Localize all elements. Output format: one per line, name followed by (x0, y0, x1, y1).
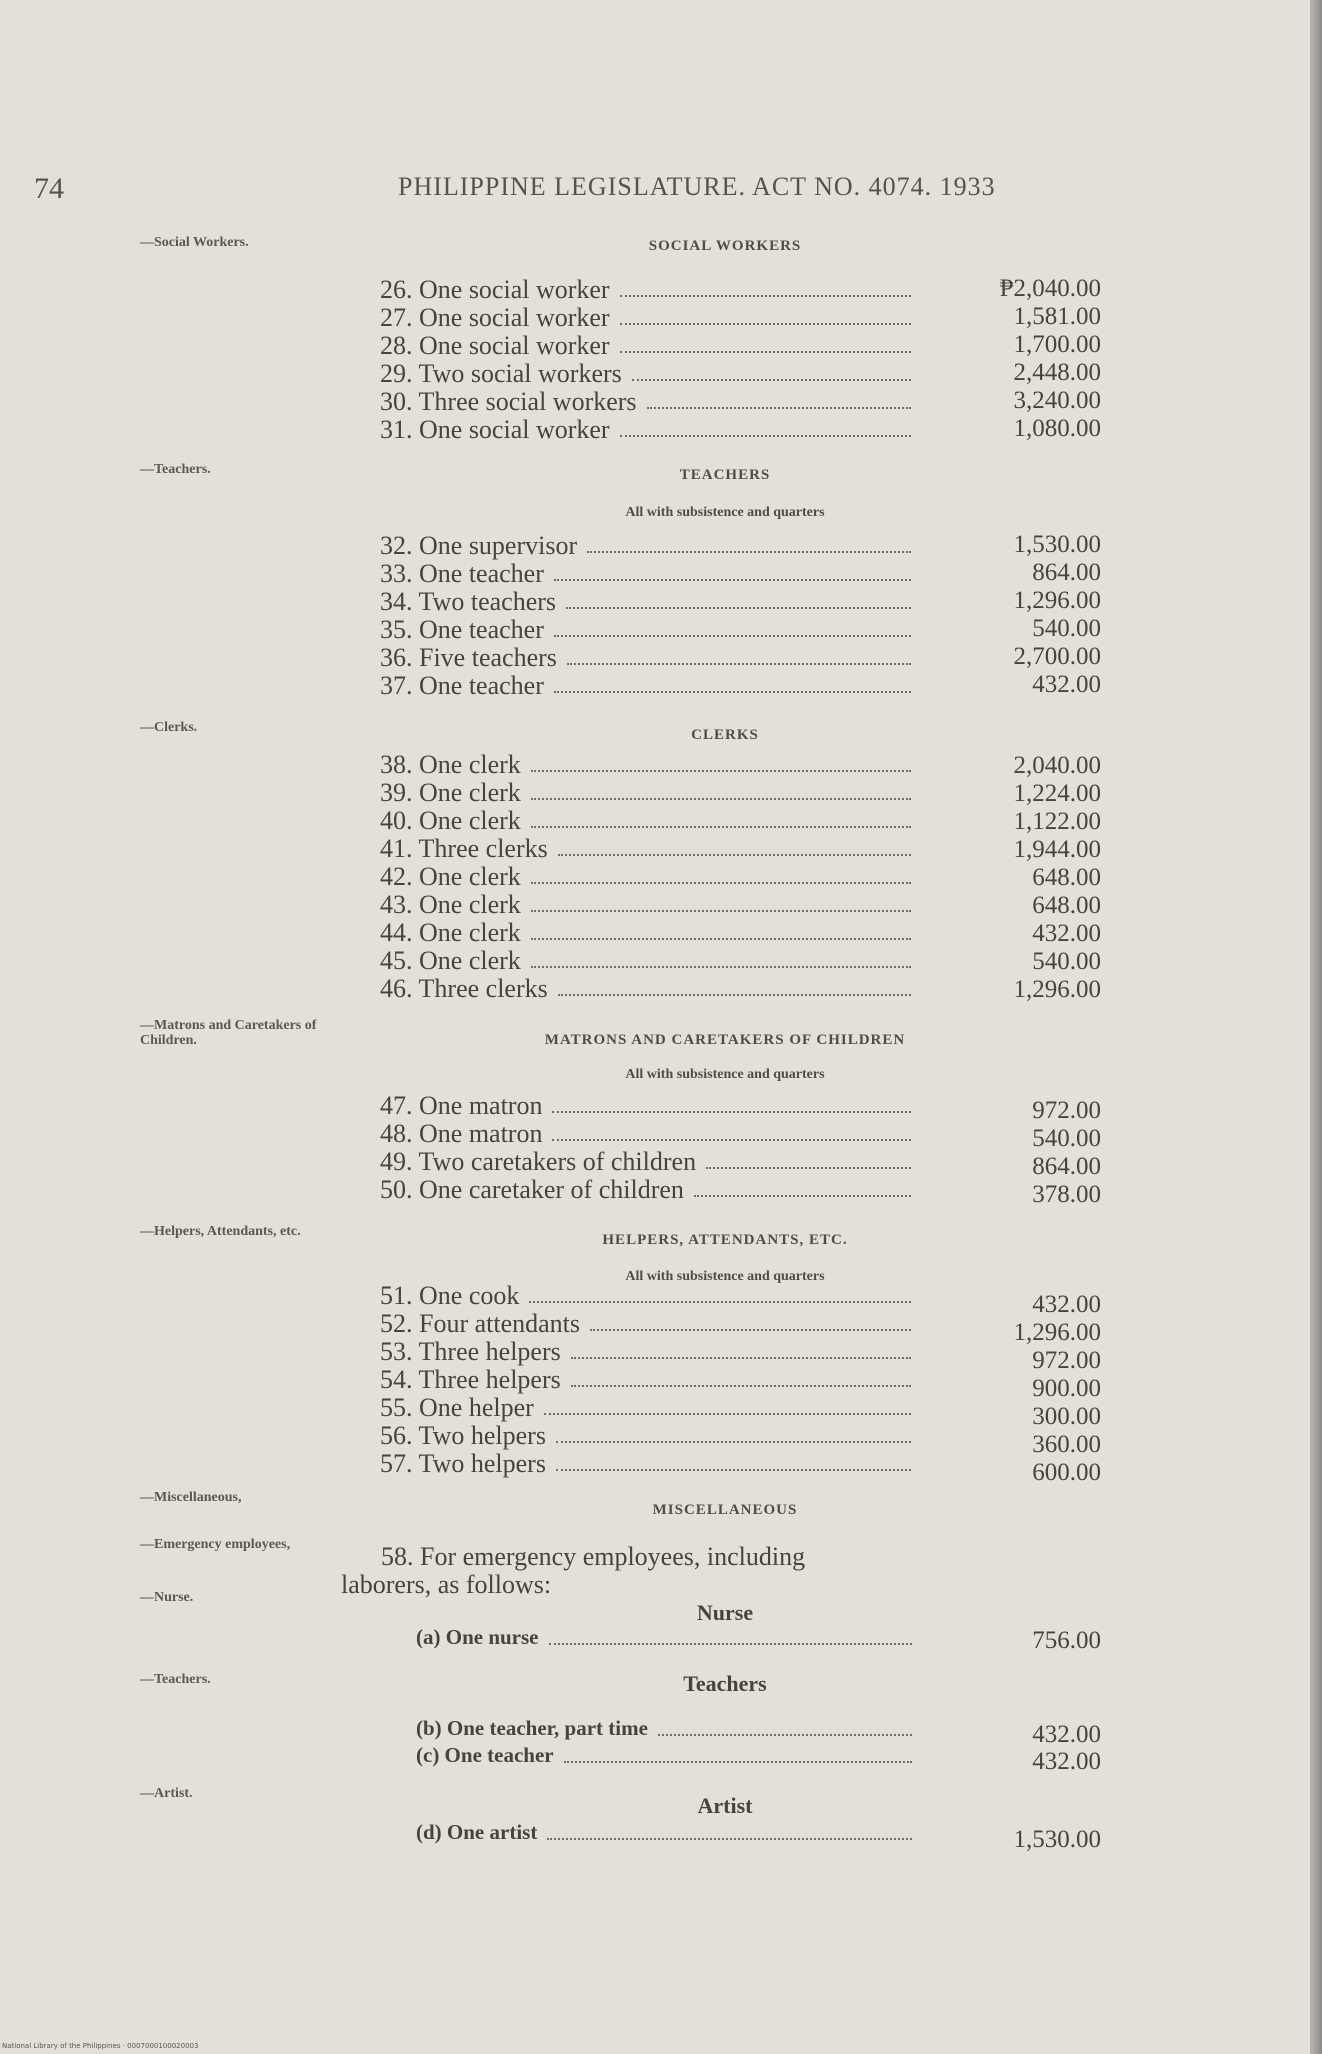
dot-leader (620, 434, 911, 437)
item-label: 45. One clerk (380, 946, 521, 975)
item-label: 57. Two helpers (380, 1449, 546, 1478)
item-amount: 864.00 (1032, 1153, 1101, 1180)
item-amount: 360.00 (1032, 1431, 1101, 1458)
item-label: 55. One helper (380, 1393, 534, 1422)
dot-leader (552, 1110, 911, 1113)
dot-leader (531, 937, 911, 940)
dot-leader (566, 606, 911, 609)
line-item (416, 1743, 916, 1767)
item-amount: 648.00 (1032, 864, 1101, 891)
dot-leader (547, 1838, 912, 1840)
item-label: 49. Two caretakers of children (380, 1147, 697, 1176)
item-amount: 1,530.00 (1013, 1826, 1101, 1853)
item-label: 36. Five teachers (380, 643, 557, 672)
item-label: 35. One teacher (380, 615, 544, 644)
item-label: 54. Three helpers (380, 1365, 561, 1394)
line-item (380, 862, 915, 890)
item-amount: 972.00 (1032, 1097, 1101, 1124)
item-amount: 972.00 (1032, 1347, 1101, 1374)
page-number: 74 (34, 172, 64, 205)
item-label: 53. Three helpers (380, 1337, 561, 1366)
dot-leader (620, 322, 911, 325)
item-label: 56. Two helpers (380, 1421, 546, 1450)
dot-leader (531, 965, 911, 968)
item-amount: 864.00 (1032, 559, 1101, 586)
section-note-matrons: All with subsistence and quarters (625, 1067, 825, 1082)
line-item (380, 615, 915, 643)
dot-leader (549, 1643, 913, 1645)
line-item (380, 1449, 915, 1477)
section-heading-clerks: CLERKS (691, 727, 759, 743)
line-item (380, 559, 915, 587)
item-amount: 432.00 (1032, 920, 1101, 947)
item-label: 31. One social worker (380, 415, 610, 444)
item-amount: 1,224.00 (1013, 780, 1101, 807)
scan-footer: National Library of the Philippines · 0007000100020003 (2, 2042, 199, 2050)
item-label: 47. One matron (380, 1091, 543, 1120)
line-item (380, 1091, 915, 1119)
item-label: 28. One social worker (380, 331, 610, 360)
item-label: 42. One clerk (380, 862, 521, 891)
item-label: 38. One clerk (380, 750, 521, 779)
item-amount: 432.00 (1032, 1748, 1101, 1775)
line-item (380, 1309, 915, 1337)
item-label: 43. One clerk (380, 890, 521, 919)
item-amount: 432.00 (1032, 1291, 1101, 1318)
item-label: 46. Three clerks (380, 974, 548, 1003)
section-heading-helpers: HELPERS, ATTENDANTS, ETC. (602, 1232, 848, 1248)
margin-note-miscellaneous: —Miscellaneous, (140, 1490, 242, 1505)
paragraph-line-1: 58. For emergency employees, including (381, 1542, 806, 1571)
item-label: 40. One clerk (380, 806, 521, 835)
line-item (416, 1716, 916, 1740)
line-item (380, 359, 915, 387)
item-label: 44. One clerk (380, 918, 521, 947)
item-amount: 2,040.00 (1013, 752, 1101, 779)
dot-leader (571, 1356, 911, 1359)
line-item (380, 890, 915, 918)
item-amount: 540.00 (1032, 615, 1101, 642)
page-edge (1310, 0, 1322, 2054)
line-item (380, 974, 915, 1002)
line-item (380, 415, 915, 443)
section-note-helpers: All with subsistence and quarters (625, 1269, 825, 1284)
dot-leader (567, 662, 911, 665)
dot-leader (558, 993, 911, 996)
dot-leader (620, 294, 911, 297)
item-label: 39. One clerk (380, 778, 521, 807)
item-amount: 3,240.00 (1013, 387, 1101, 414)
item-label: 48. One matron (380, 1119, 543, 1148)
item-label: 51. One cook (380, 1281, 520, 1310)
item-label: 41. Three clerks (380, 834, 548, 863)
dot-leader (558, 853, 911, 856)
line-item (380, 531, 915, 559)
line-item (380, 806, 915, 834)
line-item (380, 1119, 915, 1147)
item-label: 32. One supervisor (380, 531, 578, 560)
dot-leader (556, 1440, 911, 1443)
section-note-teachers: All with subsistence and quarters (625, 505, 825, 520)
section-heading-matrons: MATRONS AND CARETAKERS OF CHILDREN (544, 1032, 906, 1048)
dot-leader (556, 1468, 911, 1471)
line-item (380, 1175, 915, 1203)
dot-leader (590, 1328, 911, 1331)
item-label: 27. One social worker (380, 303, 610, 332)
running-head: PHILIPPINE LEGISLATURE. ACT NO. 4074. 1933 (398, 172, 996, 201)
item-amount: 2,700.00 (1013, 643, 1101, 670)
dot-leader (647, 406, 911, 409)
dot-leader (552, 1138, 911, 1141)
item-amount: 432.00 (1032, 1721, 1101, 1748)
dot-leader (531, 881, 911, 884)
line-item (380, 946, 915, 974)
item-amount: 540.00 (1032, 948, 1101, 975)
item-amount: 540.00 (1032, 1125, 1101, 1152)
line-item (380, 778, 915, 806)
subhead-artist: Artist (697, 1793, 753, 1818)
item-amount: 2,448.00 (1013, 359, 1101, 386)
item-amount: 378.00 (1032, 1181, 1101, 1208)
item-label: 37. One teacher (380, 671, 544, 700)
margin-note-clerks: —Clerks. (140, 720, 198, 735)
line-item (380, 918, 915, 946)
item-label: (a) One nurse (416, 1625, 539, 1649)
section-heading-social-workers: SOCIAL WORKERS (648, 238, 802, 254)
section-heading-miscellaneous: MISCELLANEOUS (652, 1502, 798, 1518)
item-amount: 1,296.00 (1013, 976, 1101, 1003)
dot-leader (694, 1194, 911, 1197)
line-item (380, 671, 915, 699)
item-amount: 1,296.00 (1013, 587, 1101, 614)
item-amount: 1,530.00 (1013, 531, 1101, 558)
line-item (380, 331, 915, 359)
line-item (380, 1281, 915, 1309)
dot-leader (531, 797, 911, 800)
line-item (380, 1365, 915, 1393)
item-amount: 900.00 (1032, 1375, 1101, 1402)
item-label: (c) One teacher (416, 1743, 554, 1767)
item-amount: 1,080.00 (1013, 415, 1101, 442)
item-amount: 600.00 (1032, 1459, 1101, 1486)
item-label: 34. Two teachers (380, 587, 557, 616)
margin-note-emergency: —Emergency employees, (140, 1537, 291, 1552)
item-amount: 1,296.00 (1013, 1319, 1101, 1346)
margin-note-matrons: —Matrons and Caretakers of Children. (140, 1018, 317, 1048)
paragraph-line-2: laborers, as follows: (341, 1570, 552, 1599)
item-amount: 432.00 (1032, 671, 1101, 698)
dot-leader (587, 550, 911, 553)
dot-leader (529, 1300, 911, 1303)
item-amount: 1,700.00 (1013, 331, 1101, 358)
item-label: 26. One social worker (380, 275, 610, 304)
margin-note-teachers: —Teachers. (140, 462, 211, 477)
item-label: 50. One caretaker of children (380, 1175, 684, 1204)
margin-note-social-workers: —Social Workers. (140, 235, 249, 250)
dot-leader (632, 378, 911, 381)
line-item (380, 275, 915, 303)
item-label: (b) One teacher, part time (416, 1716, 648, 1740)
item-amount: ₱2,040.00 (999, 275, 1101, 302)
dot-leader (620, 350, 911, 353)
item-amount: 1,122.00 (1013, 808, 1101, 835)
line-item (380, 303, 915, 331)
item-label: 33. One teacher (380, 559, 544, 588)
item-label: 29. Two social workers (380, 359, 622, 388)
item-amount: 1,581.00 (1013, 303, 1101, 330)
line-item (416, 1820, 916, 1844)
dot-leader (531, 909, 911, 912)
subhead-nurse: Nurse (696, 1600, 754, 1625)
line-item (380, 750, 915, 778)
item-amount: 648.00 (1032, 892, 1101, 919)
dot-leader (544, 1412, 911, 1415)
line-item (380, 834, 915, 862)
dot-leader (658, 1734, 912, 1736)
line-item (416, 1625, 916, 1649)
line-item (380, 1147, 915, 1175)
subhead-teachers: Teachers (683, 1671, 767, 1696)
item-amount: 300.00 (1032, 1403, 1101, 1430)
margin-note-helpers: —Helpers, Attendants, etc. (140, 1224, 301, 1239)
dot-leader (554, 690, 911, 693)
line-item (380, 643, 915, 671)
dot-leader (571, 1384, 911, 1387)
item-label: 30. Three social workers (380, 387, 637, 416)
dot-leader (554, 578, 911, 581)
margin-note-nurse: —Nurse. (140, 1590, 194, 1605)
margin-note-artist: —Artist. (140, 1786, 193, 1801)
item-label: (d) One artist (416, 1820, 538, 1844)
line-item (380, 387, 915, 415)
margin-note-teachers-2: —Teachers. (140, 1672, 211, 1687)
line-item (380, 587, 915, 615)
section-heading-teachers: TEACHERS (679, 467, 771, 483)
dot-leader (564, 1761, 912, 1763)
dot-leader (554, 634, 911, 637)
item-amount: 756.00 (1032, 1627, 1101, 1654)
dot-leader (706, 1166, 911, 1169)
item-label: 52. Four attendants (380, 1309, 581, 1338)
line-item (380, 1393, 915, 1421)
line-item (380, 1337, 915, 1365)
item-amount: 1,944.00 (1013, 836, 1101, 863)
dot-leader (531, 825, 911, 828)
dot-leader (531, 769, 911, 772)
line-item (380, 1421, 915, 1449)
